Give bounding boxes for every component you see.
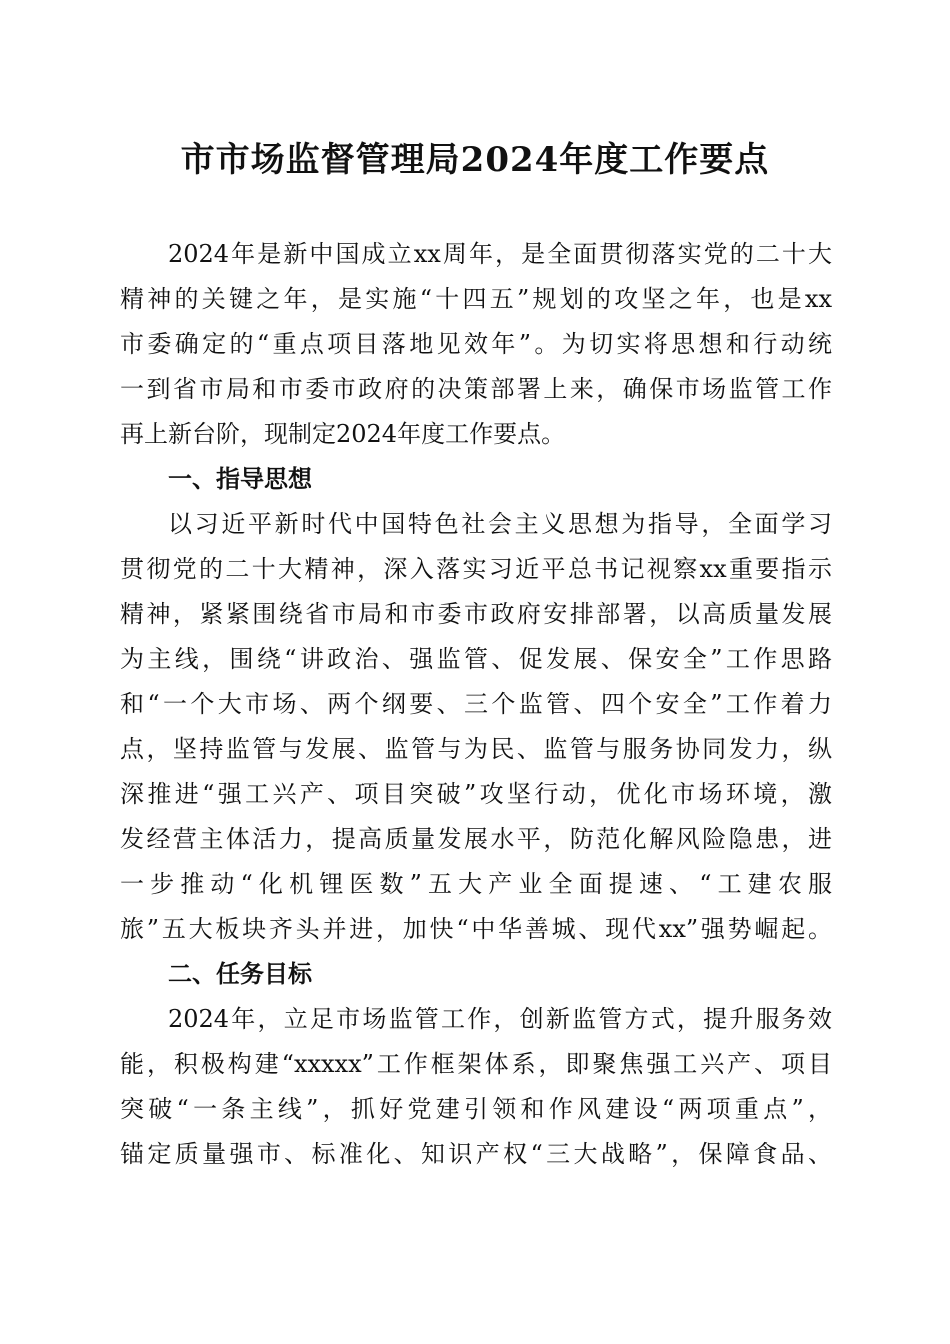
section2-heading: 二、任务目标 [168,960,312,988]
section1-line-6: 点，坚持监管与发展、监管与为民、监管与服务协同发力，纵 [120,735,832,763]
section2-line-2: 能，积极构建“xxxxx”工作框架体系，即聚焦强工兴产、项目 [120,1050,832,1078]
document-title: 市市场监督管理局2024年度工作要点 [180,140,770,180]
section1-line-1: 以习近平新时代中国特色社会主义思想为指导，全面学习 [168,510,832,538]
section1-line-5: 和“一个大市场、两个纲要、三个监管、四个安全”工作着力 [120,690,832,718]
intro-line-2: 精神的关键之年，是实施“十四五”规划的攻坚之年，也是xx [120,285,832,313]
section1-line-3: 精神，紧紧围绕省市局和市委市政府安排部署，以高质量发展 [120,600,832,628]
section1-line-4: 为主线，围绕“讲政治、强监管、促发展、保安全”工作思路 [120,645,832,673]
intro-line-5: 再上新台阶，现制定2024年度工作要点。 [120,420,566,448]
intro-line-1: 2024年是新中国成立xx周年，是全面贯彻落实党的二十大 [168,240,832,268]
section1-heading: 一、指导思想 [168,465,312,493]
section2-line-1: 2024年，立足市场监管工作，创新监管方式，提升服务效 [168,1005,832,1033]
section2-line-4: 锚定质量强市、标准化、知识产权“三大战略”，保障食品、 [120,1140,832,1168]
section2-line-3: 突破“一条主线”，抓好党建引领和作风建设“两项重点”， [120,1095,832,1123]
section1-line-9: 一步推动“化机锂医数”五大产业全面提速、“工建农服 [120,870,832,898]
section1-line-10: 旅”五大板块齐头并进，加快“中华善城、现代xx”强势崛起。 [120,915,832,943]
intro-line-3: 市委确定的“重点项目落地见效年”。为切实将思想和行动统 [120,330,832,358]
intro-line-4: 一到省市局和市委市政府的决策部署上来，确保市场监管工作 [120,375,832,403]
section1-line-2: 贯彻党的二十大精神，深入落实习近平总书记视察xx重要指示 [120,555,832,583]
section1-line-8: 发经营主体活力，提高质量发展水平，防范化解风险隐患，进 [120,825,832,853]
section1-line-7: 深推进“强工兴产、项目突破”攻坚行动，优化市场环境，激 [120,780,832,808]
